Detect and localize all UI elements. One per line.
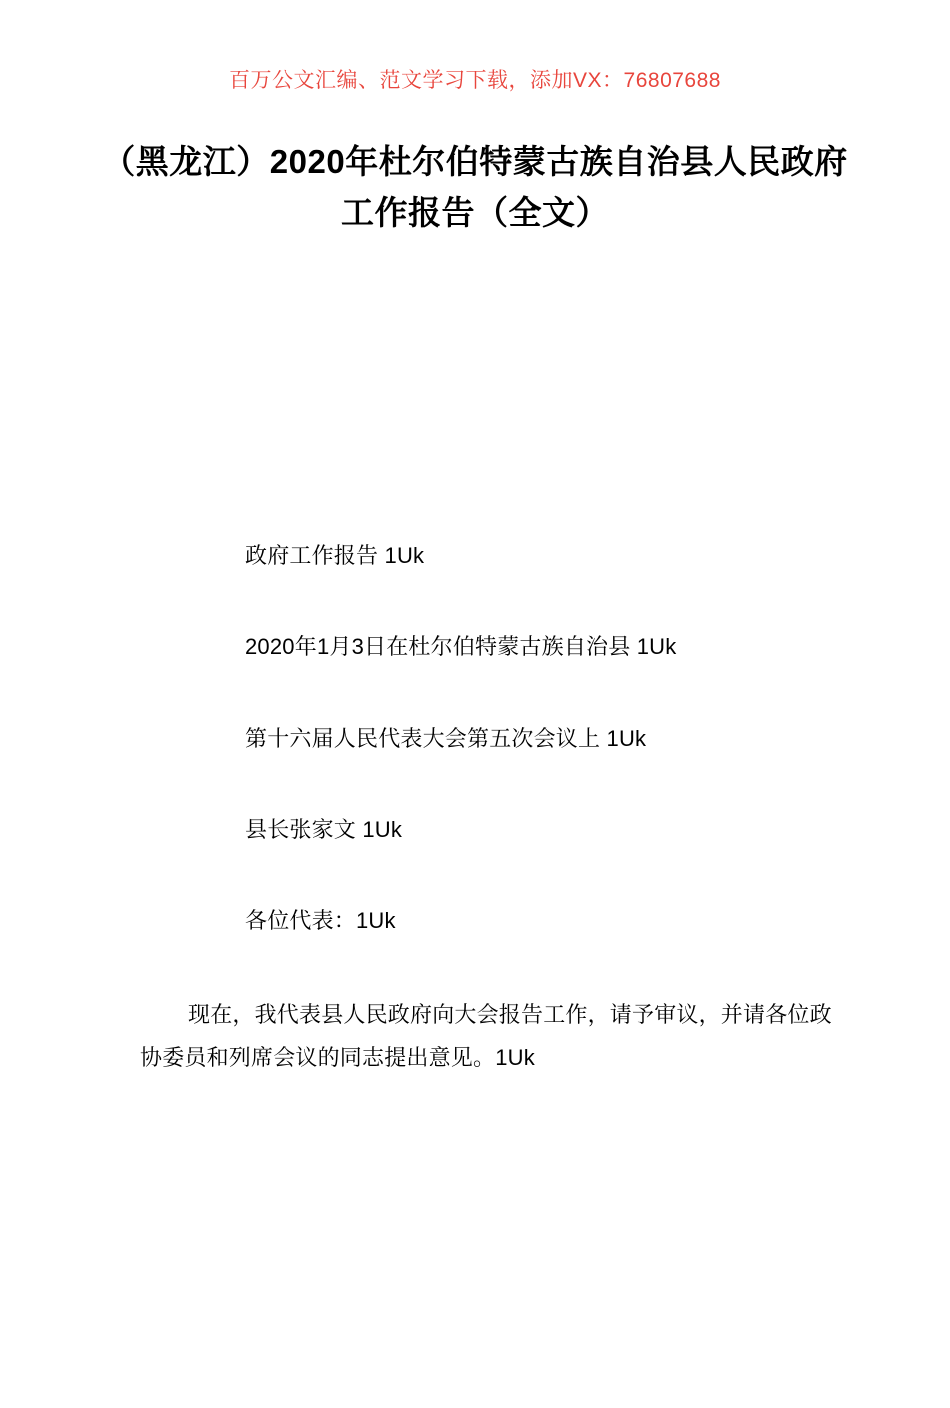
paragraph-speaker: 县长张家文 1Uk [245,816,403,842]
page-title: （黑龙江）2020年杜尔伯特蒙古族自治县人民政府工作报告（全文） [102,143,848,232]
paragraph-session: 第十六届人民代表大会第五次会议上 1Uk [245,725,647,751]
document-page [0,64,950,1408]
watermark-banner: 百万公文汇编、范文学习下载，添加VX：76807688 [229,69,721,92]
paragraph-salutation: 各位代表：1Uk [245,908,396,934]
paragraph-date-location: 2020年1月3日在杜尔伯特蒙古族自治县 1Uk [245,634,677,660]
paragraph-report-name: 政府工作报告 1Uk [245,543,425,569]
document-body [100,538,850,1080]
paragraph-opening-statement: 现在，我代表县人民政府向大会报告工作，请予审议，并请各位政协委员和列席会议的同志提出意见。1Uk [140,1002,832,1071]
